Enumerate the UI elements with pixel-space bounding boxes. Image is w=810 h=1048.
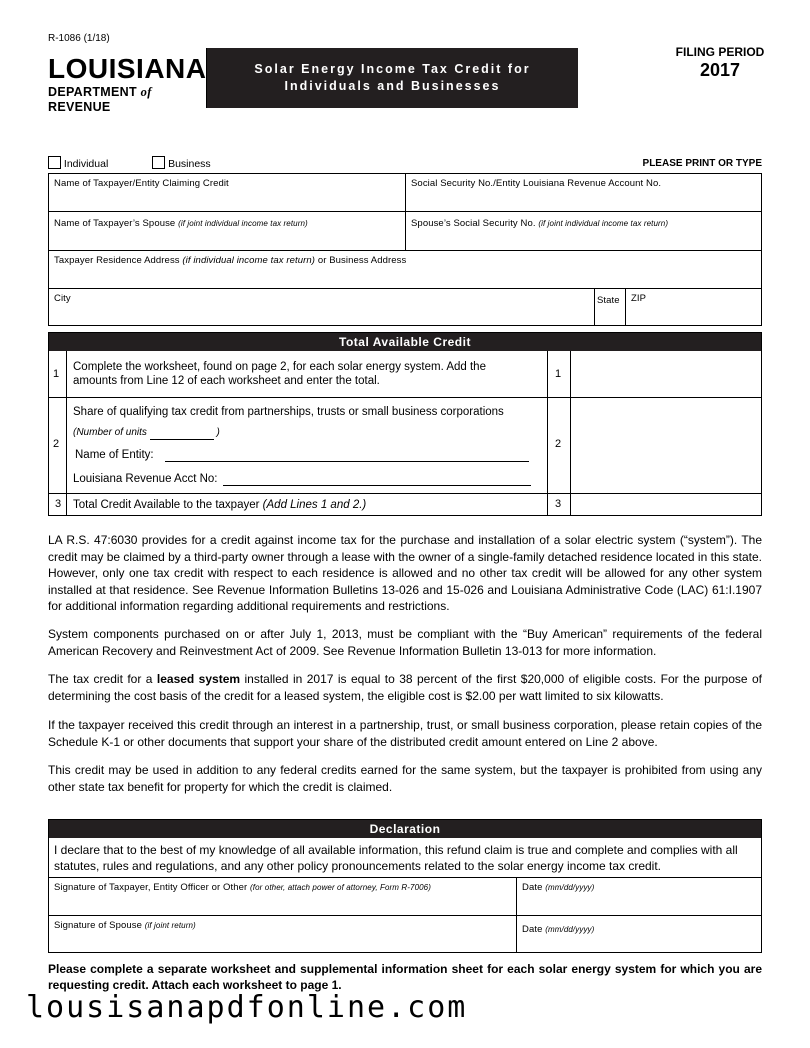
worksheet-instruction: Please complete a separate worksheet and supplemental information sheet for each solar energy system for which you are requesting credit. Attach each worksheet to page 1. [48,962,762,992]
site-watermark: lousisanapdfonline.com [26,990,468,1025]
line2-number: 2 [53,438,60,450]
date-format-note: (mm/dd/yyyy) [545,883,595,892]
declaration-text: I declare that to the best of my knowledge of all available information, this refund claim is true and complete and complies with all statutes, rules and regulations, and any other policy pronouncements related to the solar energy income tax credit. [54,843,738,873]
line3-box-number: 3 [555,498,562,510]
declaration-section [48,819,762,953]
units-input[interactable] [150,428,214,440]
taxpayer-type-row [48,156,762,172]
individual-label: Individual [63,158,109,170]
taxpayer-name-label: Name of Taxpayer/Entity Claiming Credit [54,178,229,189]
spouse-signature-note: (if joint return) [144,921,196,930]
paragraph-partnership: If the taxpayer received this credit through an interest in a partnership, trust, or small business corporation, please retain copies of the Schedule K-1 or other documents that support your share of the distributed credit amount entered on Line 2 above. [48,718,762,749]
line1-amount-field[interactable] [571,352,761,397]
line2-acct-row [73,472,541,486]
individual-checkbox[interactable] [48,156,61,169]
logo-main-text: LOUISIANA [48,53,207,84]
entity-name-label: Name of Entity: [75,449,154,461]
taxpayer-date-field[interactable] [517,878,761,915]
logo-sub-text: DEPARTMENT of REVENUE [48,85,152,114]
line2-box-number: 2 [555,438,562,450]
form-title-line2: Individuals and Businesses [284,79,501,93]
state-field[interactable] [595,289,625,326]
line2-amount-field[interactable] [571,398,761,493]
total-credit-heading: Total Available Credit [49,333,761,351]
date2-format-note: (mm/dd/yyyy) [545,925,595,934]
line2-entity-row [75,448,540,462]
zip-field[interactable] [626,289,761,326]
spouse-name-label: Name of Taxpayer’s Spouse [54,218,176,229]
spouse-name-note: (if joint individual income tax return) [178,219,308,228]
spouse-ssn-note: (if joint individual income tax return) [538,219,669,228]
city-field[interactable] [49,289,594,326]
business-checkbox[interactable] [152,156,165,169]
filing-period-label: FILING PERIOD [675,45,765,59]
form-code: R-1086 (1/18) [48,33,110,44]
taxpayer-ssn-label: Social Security No./Entity Louisiana Revenue Account No. [411,178,662,189]
city-label: City [54,293,71,304]
form-title-line1: Solar Energy Income Tax Credit for [254,62,531,76]
state-label: State [597,295,620,306]
taxpayer-name-field[interactable] [49,174,405,211]
paragraph-federal-credits: This credit may be used in addition to any federal credits earned for the same system, but the taxpayer is prohibited from using any other state tax benefit for property for which the credit is claimed. [48,763,762,794]
line3-text: Total Credit Available to the taxpayer (Add Lines 1 and 2.) [73,499,367,511]
line1-box-number: 1 [555,368,562,380]
spouse-signature-label: Signature of Spouse [54,920,142,931]
line1-number: 1 [53,368,60,380]
total-credit-table [48,332,762,516]
paragraph-buy-american: System components purchased on or after July 1, 2013, must be compliant with the “Buy American” requirements of the federal American Recovery and Reinvestment Act of 2009. See Revenue Information Bulletin 13-013 for more information. [48,627,762,658]
filing-period-year: 2017 [699,60,741,80]
print-note: PLEASE PRINT OR TYPE [642,158,762,169]
taxpayer-signature-field[interactable] [49,878,516,915]
line2-text: Share of qualifying tax credit from partnerships, trusts or small business corporations [73,406,504,418]
business-label: Business [168,158,211,170]
taxpayer-signature-label: Signature of Taxpayer, Entity Officer or Other [54,882,248,893]
line3-number: 3 [55,498,62,510]
address-label: Taxpayer Residence Address [54,255,180,266]
taxpayer-info-grid [48,173,762,326]
spouse-date-field[interactable] [517,916,761,952]
louisiana-revenue-logo [48,53,207,114]
acct-no-input[interactable] [223,474,531,486]
spouse-name-field[interactable] [49,212,405,250]
paragraph-statute: LA R.S. 47:6030 provides for a credit against income tax for the purchase and installation of a solar electric system (“system”). The credit may be claimed by a third-party owner through a lease with the owner of a single-family detached residence located in this state. However, only one tax credit with respect to each residence is allowed and no other tax credit will be allowed for any other system installed at that residence. See Revenue Information Bulletins 13-026 and 15-026 and Louisiana Administrative Code (LAC) 61:I.1907 for additional information regarding additional requirements and restrictions. [48,533,762,613]
form-title-banner [207,48,578,108]
declaration-heading: Declaration [49,820,761,838]
address-field[interactable] [49,251,761,288]
paragraph-leased-system: The tax credit for a leased system installed in 2017 is equal to 38 percent of the first $20,000 of eligible costs. For the purpose of determining the cost basis of the credit for a leased system, the eligible cost is $2.00 per watt limited to six kilowatts. [48,672,762,703]
taxpayer-signature-note: (for other, attach power of attorney, Form R-7006) [250,883,431,892]
entity-name-input[interactable] [165,450,529,462]
spouse-ssn-field[interactable] [406,212,761,250]
date-label: Date [522,882,543,893]
date2-label: Date [522,924,543,935]
acct-no-label: Louisiana Revenue Acct No: [73,473,218,485]
line3-amount-field[interactable] [571,494,761,515]
address-note: (if individual income tax return) [182,255,316,266]
taxpayer-ssn-field[interactable] [406,174,761,211]
spouse-ssn-label: Spouse’s Social Security No. [411,218,536,229]
line1-text: Complete the worksheet, found on page 2, for each solar energy system. Add the amounts from Line 12 of each worksheet and enter the total. [73,361,486,387]
address-label-post: or Business Address [317,255,407,266]
line2-units: (Number of units ) [73,427,220,438]
zip-label: ZIP [631,293,647,304]
spouse-signature-field[interactable] [49,916,516,952]
